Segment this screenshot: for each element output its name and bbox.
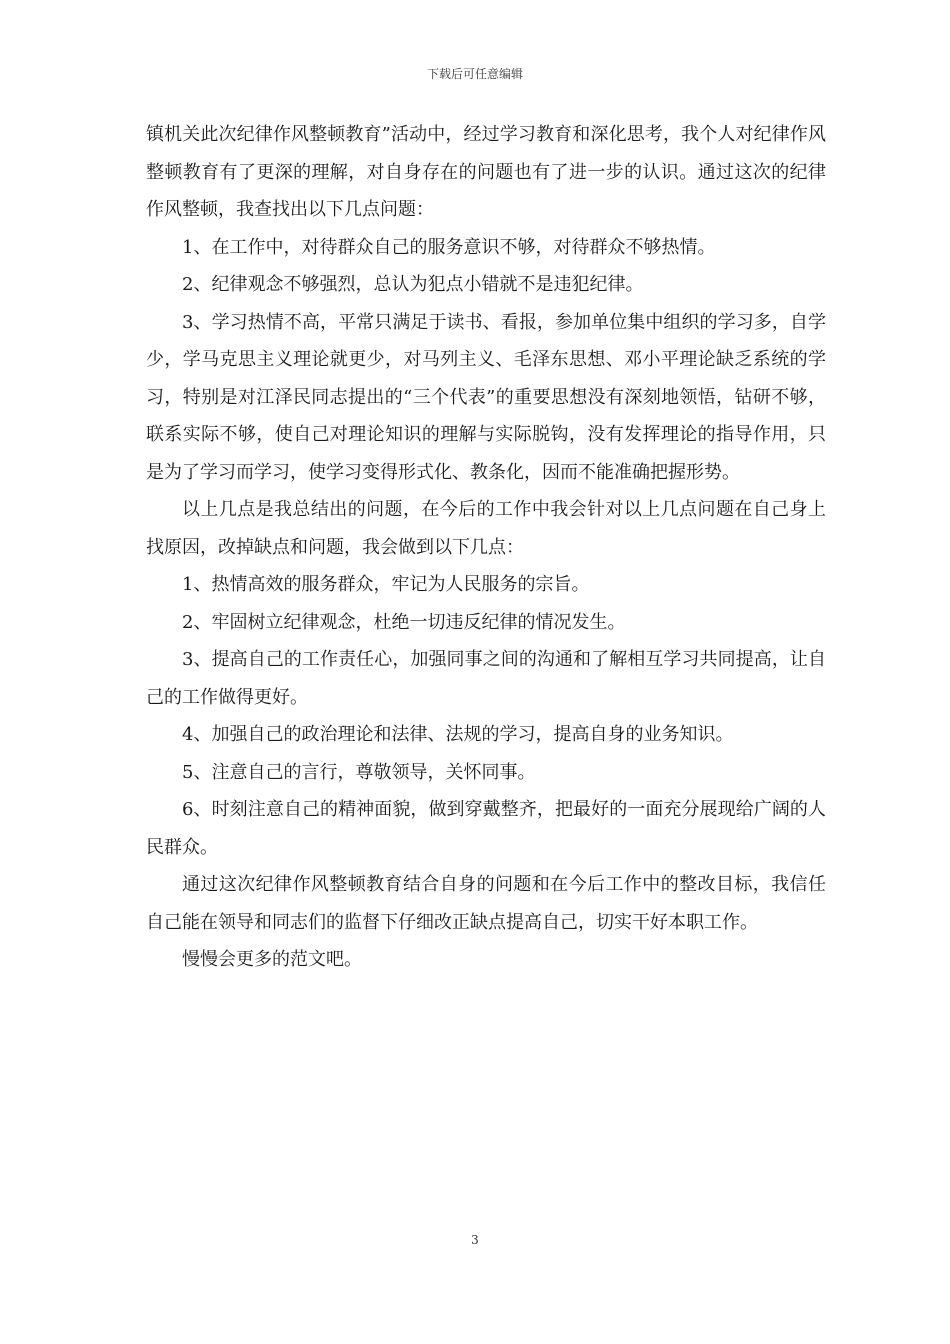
paragraph-intro: 镇机关此次纪律作风整顿教育”活动中，经过学习教育和深化思考，我个人对纪律作风整顿教育有了更深的理解，对自身存在的问题也有了进一步的认识。通过这次的纪律作风整顿，我查找出以下几点问题：	[146, 124, 826, 220]
action-item-4: 4、加强自己的政治理论和法律、法规的学习，提高自身的业务知识。	[182, 724, 734, 745]
paragraph-conclusion: 通过这次纪律作风整顿教育结合自身的问题和在今后工作中的整改目标，我信任自己能在领导和同志们的监督下仔细改正缺点提高自己，切实干好本职工作。	[146, 874, 826, 933]
action-item-6: 6、时刻注意自己的精神面貌，做到穿戴整齐，把最好的一面充分展现给广阔的人民群众。	[146, 799, 826, 858]
paragraph-summary: 以上几点是我总结出的问题，在今后的工作中我会针对以上几点问题在自己身上找原因，改掉缺点和问题，我会做到以下几点：	[146, 499, 826, 558]
problem-item-1: 1、在工作中，对待群众自己的服务意识不够，对待群众不够热情。	[182, 236, 716, 258]
page-number: 3	[471, 1233, 479, 1247]
action-item-1: 1、热情高效的服务群众，牢记为人民服务的宗旨。	[182, 574, 590, 595]
action-item-5: 5、注意自己的言行，尊敬领导，关怀同事。	[182, 761, 536, 783]
problem-item-2: 2、纪律观念不够强烈，总认为犯点小错就不是违犯纪律。	[182, 274, 644, 295]
action-item-3: 3、提高自己的工作责任心，加强同事之间的沟通和了解相互学习共同提高，让自己的工作做得更好。	[146, 649, 826, 708]
page-header: 下载后可任意编辑	[426, 67, 523, 81]
action-item-2: 2、牢固树立纪律观念，杜绝一切违反纪律的情况发生。	[182, 611, 626, 633]
document-body	[146, 116, 826, 979]
problem-item-3: 3、学习热情不高，平常只满足于读书、看报，参加单位集中组织的学习多，自学少，学马克思主义理论就更少，对马列主义、毛泽东思想、邓小平理论缺乏系统的学习，特别是对江泽民同志提出的“三个代表”的重要思想没有深刻地领悟，钻研不够，联系实际不够，使自己对理论知识的理解与实际脱钩，没有发挥理论的指导作用，只是为了学习而学习，使学习变得形式化、教条化，因而不能准确把握形势。	[146, 311, 826, 483]
paragraph-closing: 慢慢会更多的范文吧。	[182, 949, 362, 970]
